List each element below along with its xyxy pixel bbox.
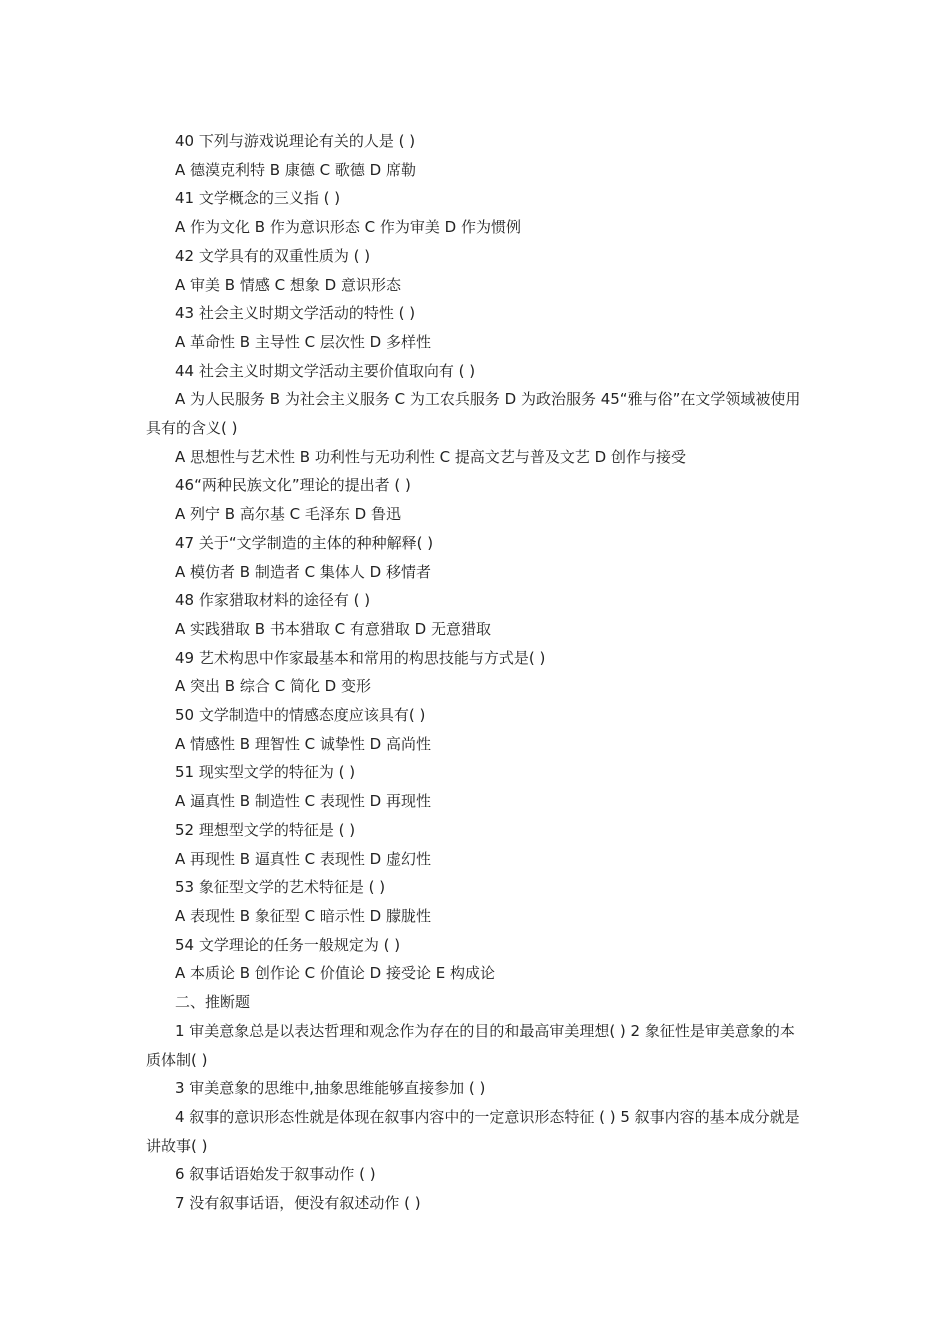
document-body (146, 127, 808, 1218)
question-54: 54 文学理论的任务一般规定为 ( ) (175, 935, 401, 954)
options-46: A 列宁 B 高尔基 C 毛泽东 D 鲁迅 (175, 505, 401, 524)
options-48: A 实践猎取 B 书本猎取 C 有意猎取 D 无意猎取 (175, 619, 491, 638)
question-43: 43 社会主义时期文学活动的特性 ( ) (175, 304, 416, 323)
options-42: A 审美 B 情感 C 想象 D 意识形态 (175, 275, 401, 294)
section-heading: 二、推断题 (175, 993, 251, 1012)
judgement-4-5: 4 叙事的意识形态性就是体现在叙事内容中的一定意识形态特征 ( ) 5 叙事内容的基本成分就是讲故事( ) (146, 1107, 800, 1155)
judgement-6: 6 叙事话语始发于叙事动作 ( ) (175, 1165, 376, 1184)
question-50: 50 文学制造中的情感态度应该具有( ) (175, 706, 426, 725)
options-44-question-45: A 为人民服务 B 为社会主义服务 C 为工农兵服务 D 为政治服务 45“雅与俗”在文学领域被使用具有的含义( ) (146, 390, 801, 438)
question-49: 49 艺术构思中作家最基本和常用的构思技能与方式是( ) (175, 648, 546, 667)
options-52: A 再现性 B 逼真性 C 表现性 D 虚幻性 (175, 849, 431, 868)
question-52: 52 理想型文学的特征是 ( ) (175, 820, 356, 839)
options-50: A 情感性 B 理智性 C 诚挚性 D 高尚性 (175, 734, 431, 753)
question-53: 53 象征型文学的艺术特征是 ( ) (175, 878, 386, 897)
judgement-1-2: 1 审美意象总是以表达哲理和观念作为存在的目的和最高审美理想( ) 2 象征性是审美意象的本质体制( ) (146, 1021, 795, 1069)
options-43: A 革命性 B 主导性 C 层次性 D 多样性 (175, 332, 431, 351)
question-40: 40 下列与游戏说理论有关的人是 ( ) (175, 132, 416, 150)
options-51: A 逼真性 B 制造性 C 表现性 D 再现性 (175, 792, 431, 811)
question-41: 41 文学概念的三义指 ( ) (175, 189, 341, 208)
options-53: A 表现性 B 象征型 C 暗示性 D 朦胧性 (175, 906, 431, 925)
options-54: A 本质论 B 创作论 C 价值论 D 接受论 E 构成论 (175, 964, 495, 983)
question-44: 44 社会主义时期文学活动主要价值取向有 ( ) (175, 361, 476, 380)
question-47: 47 关于“文学制造的主体的种种解释( ) (175, 533, 434, 552)
judgement-7: 7 没有叙事话语，便没有叙述动作 ( ) (175, 1194, 421, 1213)
options-47: A 模仿者 B 制造者 C 集体人 D 移情者 (175, 562, 431, 581)
options-45: A 思想性与艺术性 B 功利性与无功利性 C 提高文艺与普及文艺 D 创作与接受 (175, 447, 686, 466)
options-49: A 突出 B 综合 C 简化 D 变形 (175, 677, 371, 696)
options-40: A 德漠克利特 B 康德 C 歌德 D 席勒 (175, 160, 416, 179)
question-51: 51 现实型文学的特征为 ( ) (175, 763, 356, 782)
question-46: 46“两种民族文化”理论的提出者 ( ) (175, 476, 411, 495)
question-42: 42 文学具有的双重性质为 ( ) (175, 246, 371, 265)
question-48: 48 作家猎取材料的途径有 ( ) (175, 591, 371, 610)
options-41: A 作为文化 B 作为意识形态 C 作为审美 D 作为惯例 (175, 218, 521, 237)
judgement-3: 3 审美意象的思维中,抽象思维能够直接参加 ( ) (175, 1079, 486, 1098)
